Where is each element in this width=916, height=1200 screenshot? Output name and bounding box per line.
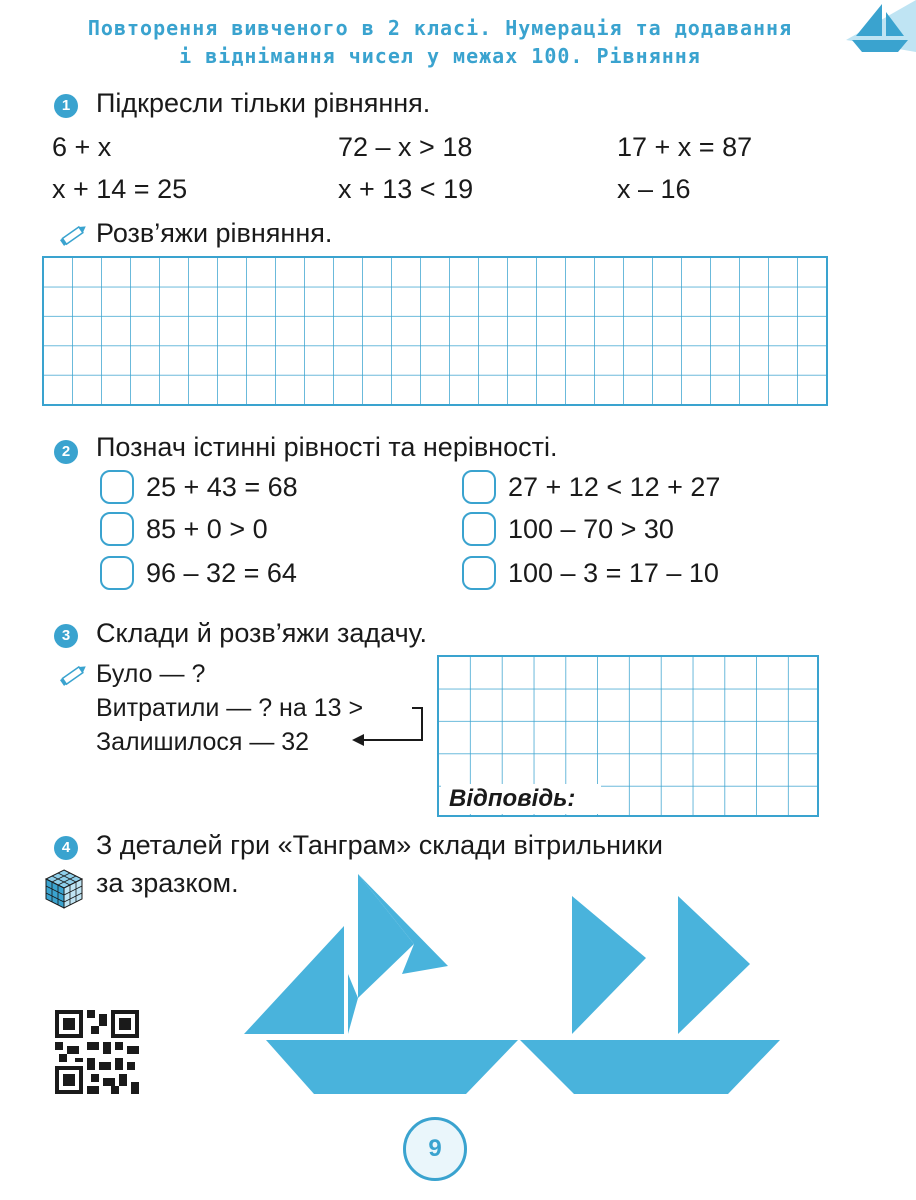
task-2-number: 2 bbox=[54, 440, 78, 464]
sailboat-corner-icon bbox=[842, 0, 916, 60]
task-4-title-line-1: З деталей гри «Танграм» склади вітрильники bbox=[96, 830, 663, 860]
task-4-number: 4 bbox=[54, 836, 78, 860]
tangram-sailboat-2 bbox=[518, 888, 788, 1098]
checkbox-5[interactable] bbox=[100, 556, 134, 590]
task-1-subtitle: Розв’яжи рівняння. bbox=[96, 218, 333, 248]
problem-line-3: Залишилося — 32 bbox=[96, 728, 310, 756]
cube-puzzle-icon bbox=[44, 868, 84, 910]
statement-4: 100 – 70 > 30 bbox=[508, 514, 674, 544]
task-3-title: Склади й розв’яжи задачу. bbox=[96, 618, 427, 648]
bracket-arrow-icon bbox=[350, 700, 432, 750]
tangram-piece bbox=[244, 926, 344, 1034]
tangram-piece bbox=[520, 1040, 780, 1094]
pencil-icon bbox=[58, 660, 90, 688]
task-1-title: Підкресли тільки рівняння. bbox=[96, 88, 431, 118]
tangram-sailboat-1 bbox=[240, 874, 540, 1096]
tangram-piece bbox=[348, 974, 358, 1034]
expression-3[interactable]: 17 + x = 87 bbox=[617, 132, 753, 162]
solution-grid-1[interactable] bbox=[42, 256, 828, 406]
problem-line-1: Було — ? bbox=[96, 660, 206, 688]
tangram-piece bbox=[572, 896, 646, 1034]
expression-4[interactable]: x + 14 = 25 bbox=[52, 174, 188, 204]
statement-5: 96 – 32 = 64 bbox=[146, 558, 297, 588]
expression-5[interactable]: x + 13 < 19 bbox=[338, 174, 474, 204]
qr-code[interactable] bbox=[52, 1010, 142, 1094]
task-4-title-line-2: за зразком. bbox=[96, 868, 239, 898]
expression-1[interactable]: 6 + x bbox=[52, 132, 112, 162]
statement-3: 85 + 0 > 0 bbox=[146, 514, 268, 544]
checkbox-6[interactable] bbox=[462, 556, 496, 590]
statement-1: 25 + 43 = 68 bbox=[146, 472, 298, 502]
statement-2: 27 + 12 < 12 + 27 bbox=[508, 472, 721, 502]
pencil-icon bbox=[58, 220, 90, 248]
header-line-2: і віднімання чисел у межах 100. Рівняння bbox=[179, 44, 701, 68]
tangram-piece bbox=[678, 896, 750, 1034]
checkbox-4[interactable] bbox=[462, 512, 496, 546]
tangram-piece bbox=[266, 1040, 518, 1094]
expression-2[interactable]: 72 – x > 18 bbox=[338, 132, 473, 162]
tangram-piece bbox=[358, 874, 414, 998]
page-header bbox=[40, 14, 840, 70]
expression-6[interactable]: x – 16 bbox=[617, 174, 691, 204]
task-3-number: 3 bbox=[54, 624, 78, 648]
checkbox-1[interactable] bbox=[100, 470, 134, 504]
problem-line-2: Витратили — ? на 13 > bbox=[96, 694, 364, 722]
task-1-number: 1 bbox=[54, 94, 78, 118]
statement-6: 100 – 3 = 17 – 10 bbox=[508, 558, 719, 588]
checkbox-3[interactable] bbox=[100, 512, 134, 546]
answer-label: Відповідь: bbox=[441, 784, 601, 814]
task-2-title: Познач істинні рівності та нерівності. bbox=[96, 432, 558, 462]
header-line-1: Повторення вивченого в 2 класі. Нумерація та додавання bbox=[87, 16, 793, 40]
checkbox-2[interactable] bbox=[462, 470, 496, 504]
page-number: 9 bbox=[403, 1117, 467, 1181]
